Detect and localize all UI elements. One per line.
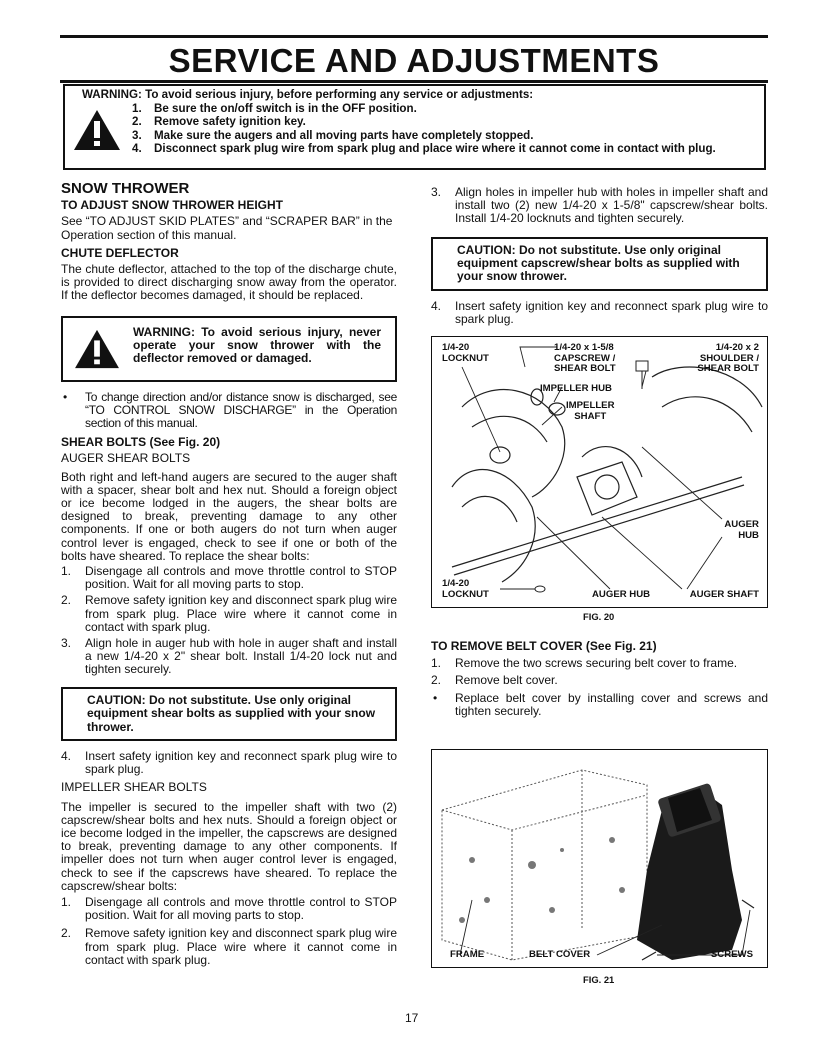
list-item: 2. Remove safety ignition key and disconnect spark plug wire from spark plug. Place wire where it cannot come in contact with spark plug. — [61, 593, 397, 634]
list-item: • To change direction and/or distance snow is discharged, see “TO CONTROL SNOW DISCHARGE” in the Operation section of this manual. — [63, 389, 397, 431]
impeller-text: The impeller is secured to the impeller shaft with two (2) capscrew/shear bolts and hex nuts. Should a foreign object or ice become lodged in the impeller, the capscrews are designed to break, preventing damage to any other components. If impeller does not turn when auger control lever is engaged, check to see if the capscrews have sheared. To replace the capscrew/shear bolts: — [61, 799, 397, 893]
list-item: 2. Remove belt cover. — [431, 673, 558, 688]
figure-21 — [431, 749, 768, 968]
belt-cover-illustration — [432, 750, 766, 966]
page-title: SERVICE AND ADJUSTMENTS — [168, 42, 660, 79]
list-item: 4. Insert safety ignition key and reconnect spark plug wire to spark plug. — [61, 748, 397, 777]
title-underline — [60, 80, 768, 83]
belt-heading: TO REMOVE BELT COVER (See Fig. 21) — [431, 639, 657, 653]
impeller-step-4 — [431, 300, 768, 326]
section-title: SNOW THROWER — [61, 180, 190, 197]
auger-text: Both right and left-hand augers are secured to the auger shaft with a spacer, shear bolt and hex nut. Should a foreign object or ice become lodged in the augers, the shear bolts are designed to break, preventing damage to any other components. If one or both augers do not turn when auger control lever is engaged, check to see if one or both of the bolts have sheared. To replace the shear bolts: — [61, 469, 397, 563]
top-warning-list — [132, 102, 752, 156]
list-item: 1. Disengage all controls and move throttle control to STOP position. Wait for all moving parts to stop. — [61, 894, 397, 923]
list-item: 2. Remove safety ignition key and disconnect spark plug wire from spark plug. Place wire where it cannot come in contact with spark plug. — [61, 926, 397, 967]
belt-bullet — [431, 692, 768, 718]
caution-auger-box: CAUTION: Do not substitute. Use only original equipment shear bolts as supplied with your snow thrower. — [61, 687, 397, 741]
height-text: See “TO ADJUST SKID PLATES” and “SCRAPER BAR” in the Operation section of this manual. — [61, 214, 393, 242]
list-item: 4. Disconnect spark plug wire from spark plug and place wire where it cannot come in contact with plug. — [132, 142, 716, 156]
label-auger-hub: AUGER HUB — [592, 589, 651, 600]
list-item: 3. Align holes in impeller hub with holes in impeller shaft and install two (2) new 1/4-20 x 1-5/8" capscrew/shear bolts. Install 1/4-20 locknuts and tighten securely. — [431, 185, 768, 226]
left-column — [61, 182, 397, 967]
caution-impeller-box: CAUTION: Do not substitute. Use only original equipment capscrew/shear bolts as supplied with your snow thrower. — [431, 237, 768, 291]
right-column-belt — [431, 640, 768, 718]
label-locknut-top: 1/4-20 LOCKNUT — [442, 342, 489, 364]
deflector-warning-box — [61, 316, 397, 382]
chute-heading: CHUTE DEFLECTOR — [61, 245, 179, 260]
list-item: 1. Disengage all controls and move throttle control to STOP position. Wait for all moving parts to stop. — [61, 564, 397, 592]
label-shoulder-bolt: 1/4-20 x 2 SHOULDER / SHEAR BOLT — [697, 342, 759, 375]
chute-text: The chute deflector, attached to the top of the discharge chute, is provided to direct discharging snow away from the operator. If the deflector becomes damaged, it should be replaced. — [61, 262, 397, 303]
label-locknut-bottom: 1/4-20 LOCKNUT — [442, 578, 489, 600]
label-capscrew: 1/4-20 x 1-5/8 CAPSCREW / SHEAR BOLT — [554, 342, 616, 375]
change-direction-bullet — [61, 391, 397, 431]
figure-20-caption: FIG. 20 — [583, 611, 615, 622]
belt-steps — [431, 657, 768, 687]
label-frame: FRAME — [450, 949, 485, 960]
warning-triangle-icon — [72, 108, 122, 152]
warning-triangle-icon — [73, 328, 121, 370]
list-item: 2. Remove safety ignition key. — [132, 115, 306, 129]
top-warning-title: WARNING: To avoid serious injury, before performing any service or adjustments: — [82, 88, 534, 101]
list-item: 1. Remove the two screws securing belt cover to frame. — [431, 656, 738, 671]
label-impeller-hub: IMPELLER HUB — [540, 383, 612, 394]
top-rule — [60, 35, 768, 38]
label-belt-cover: BELT COVER — [529, 949, 591, 960]
figure-20 — [431, 336, 768, 608]
list-item: 3. Make sure the augers and all moving parts have completely stopped. — [132, 128, 534, 142]
auger-sub: AUGER SHEAR BOLTS — [61, 451, 191, 466]
label-auger-shaft: AUGER SHAFT — [689, 589, 759, 600]
right-column-top — [431, 186, 768, 326]
impeller-steps — [61, 896, 397, 967]
label-impeller-shaft: IMPELLER SHAFT — [566, 400, 615, 422]
list-item: 1. Be sure the on/off switch is in the OFF position. — [132, 102, 417, 115]
impeller-sub: IMPELLER SHEAR BOLTS — [61, 780, 207, 795]
shear-heading: SHEAR BOLTS (See Fig. 20) — [61, 435, 221, 450]
auger-step-4 — [61, 750, 397, 776]
figure-21-caption: FIG. 21 — [583, 974, 615, 985]
page-number: 17 — [405, 1011, 419, 1025]
impeller-step-3 — [431, 186, 768, 226]
list-item: • Replace belt cover by installing cover and screws and tighten securely. — [433, 690, 768, 718]
deflector-warning-text: WARNING: To avoid serious injury, never operate your snow thrower with the deflector removed or damaged. — [133, 324, 381, 366]
list-item: 4. Insert safety ignition key and reconnect spark plug wire to spark plug. — [431, 298, 768, 327]
list-item: 3. Align hole in auger hub with hole in auger shaft and install a new 1/4-20 x 2" shear bolt. Install 1/4-20 lock nut and tighten securely. — [61, 636, 397, 677]
label-screws: SCREWS — [710, 949, 753, 960]
auger-steps — [61, 565, 397, 677]
label-auger-hub-right: AUGER HUB — [724, 519, 759, 541]
height-heading: TO ADJUST SNOW THROWER HEIGHT — [61, 198, 283, 213]
auger-illustration — [432, 337, 766, 606]
